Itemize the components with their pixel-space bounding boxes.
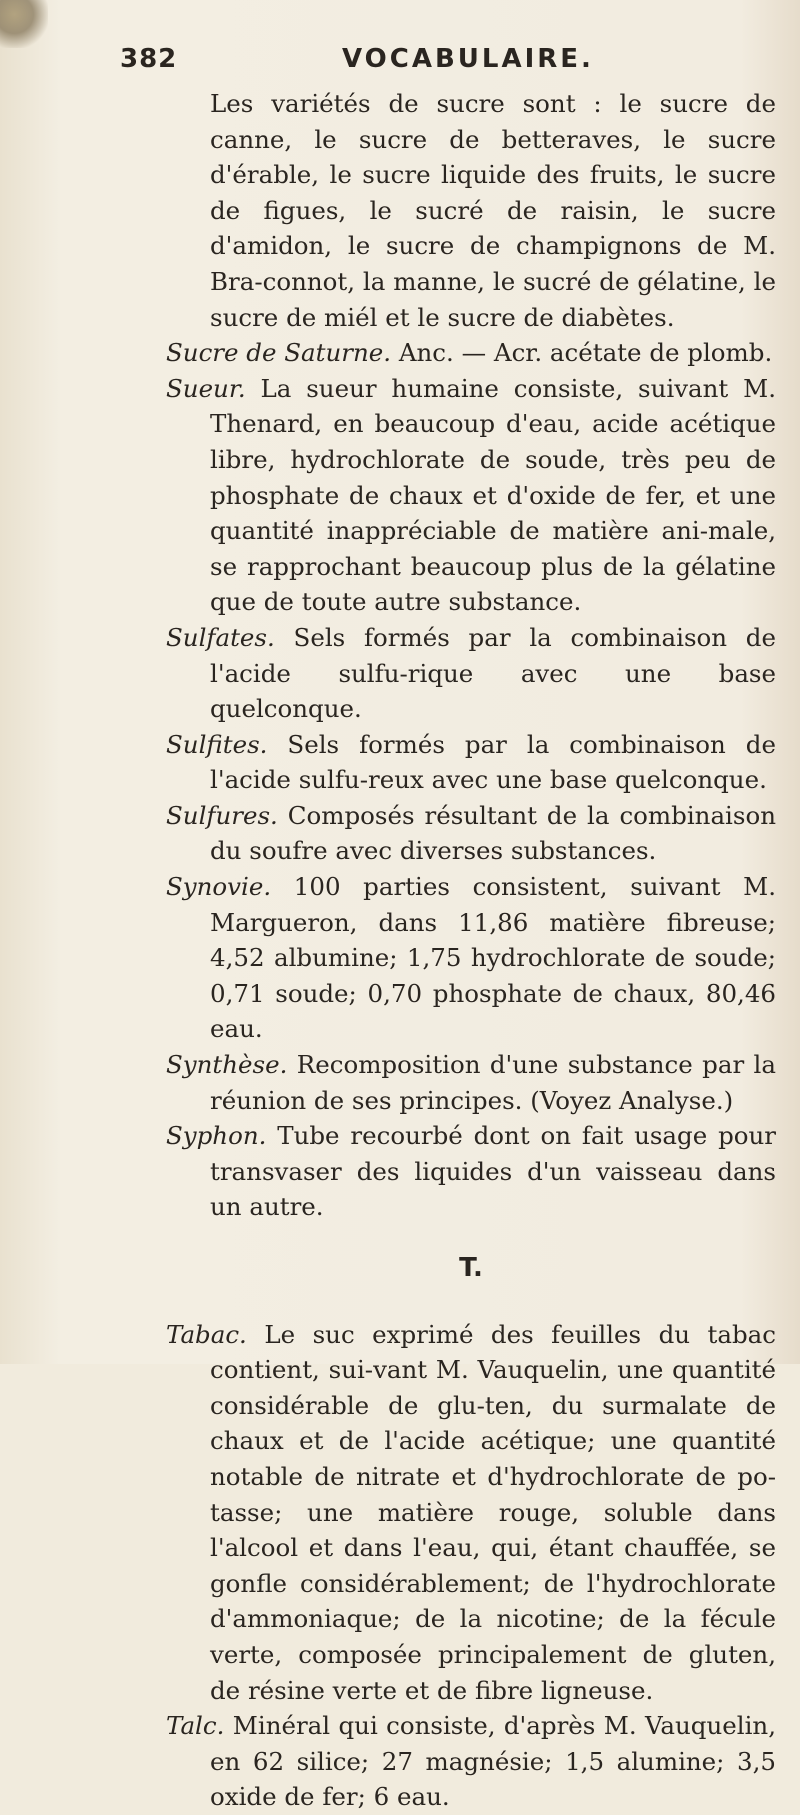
entry-synthese (166, 1047, 776, 1118)
page-header (120, 44, 740, 80)
entry-sulfates (166, 620, 776, 727)
entry-text: La sueur humaine consiste, suivant M. Thenard, en beaucoup d'eau, acide acétique libre, hydrochlorate de soude, très peu de phosphate de chaux et d'oxide de fer, et une quantité inappréciable de matière ani-male, se rapprochant beaucoup plus de la gélatine que de toute autre substance. (210, 373, 776, 617)
entry-term: Sueur. (166, 373, 246, 403)
entry-term: Synovie. (166, 872, 272, 902)
entry-text: Composés résultant de la combinaison du soufre avec diverses substances. (210, 800, 776, 866)
entry-text: Anc. — Acr. acétate de plomb. (391, 338, 773, 368)
entry-text: Tube recourbé dont on fait usage pour transvaser des liquides d'un vaisseau dans un autre. (210, 1121, 776, 1222)
page-number: 382 (120, 44, 178, 74)
entry-term: Tabac. (166, 1319, 247, 1349)
entry-sucre-varietes (166, 86, 776, 335)
entry-synovie (166, 869, 776, 1047)
section-letter: T. (459, 1253, 483, 1283)
entry-sueur (166, 371, 776, 620)
entry-tabac (166, 1317, 776, 1709)
entry-term: Synthèse. (166, 1050, 288, 1080)
entry-text: Sels formés par la combinaison de l'acide sulfu-rique avec une base quelconque. (210, 622, 776, 724)
page-body (166, 86, 776, 1815)
entry-syphon (166, 1118, 776, 1225)
entry-text: Le suc exprimé des feuilles du tabac contient, sui-vant M. Vauquelin, une quantité considérable de glu-ten, du surmalate de chaux et de l'acide acétique; une quantité notable de nitrate et d'hydrochlorate de po-tasse; une matière rouge, soluble dans l'alcool et dans l'eau, qui, étant chauffée, se gonfle considérablement; de l'hydrochlorate d'ammoniaque; de la nicotine; de la fécule verte, composée principalement de gluten, de résine verte et de fibre ligneuse. (210, 1319, 776, 1705)
entry-text: Minéral qui consiste, d'après M. Vauquelin, en 62 silice; 27 magnésie; 1,5 alumine; 3,5 oxide de fer; 6 eau. (210, 1711, 776, 1812)
entry-sulfures (166, 798, 776, 869)
entry-talc (166, 1708, 776, 1815)
running-head: VOCABULAIRE. (342, 44, 594, 74)
entry-sucre-de-saturne (166, 335, 776, 371)
entry-text: Sels formés par la combinaison de l'acide sulfu-reux avec une base quelconque. (210, 729, 776, 795)
entry-term: Sulfures. (166, 800, 278, 830)
entry-term: Syphon. (166, 1121, 267, 1151)
entry-text: Les variétés de sucre sont : le sucre de canne, le sucre de betteraves, le sucre d'érable, le sucre liquide des fruits, le sucre de figues, le sucré de raisin, le sucre d'amidon, le sucre de champignons de M. Bra-connot, la manne, le sucré de gélatine, le sucre de miél et le sucre de diabètes. (210, 89, 776, 332)
entry-term: Sulfites. (166, 729, 268, 759)
entry-text: 100 parties consistent, suivant M. Margueron, dans 11,86 matière fibreuse; 4,52 albumine; 1,75 hydrochlorate de soude; 0,71 soude; 0,70 phosphate de chaux, 80,46 eau. (210, 872, 776, 1044)
entry-sulfites (166, 727, 776, 798)
entry-term: Talc. (166, 1711, 225, 1741)
entry-term: Sucre de Saturne. (166, 338, 392, 368)
entry-term: Sulfates. (166, 622, 275, 652)
entry-text: Recomposition d'une substance par la réunion de ses principes. (Voyez Analyse.) (210, 1050, 776, 1115)
page-stain (0, 0, 48, 48)
